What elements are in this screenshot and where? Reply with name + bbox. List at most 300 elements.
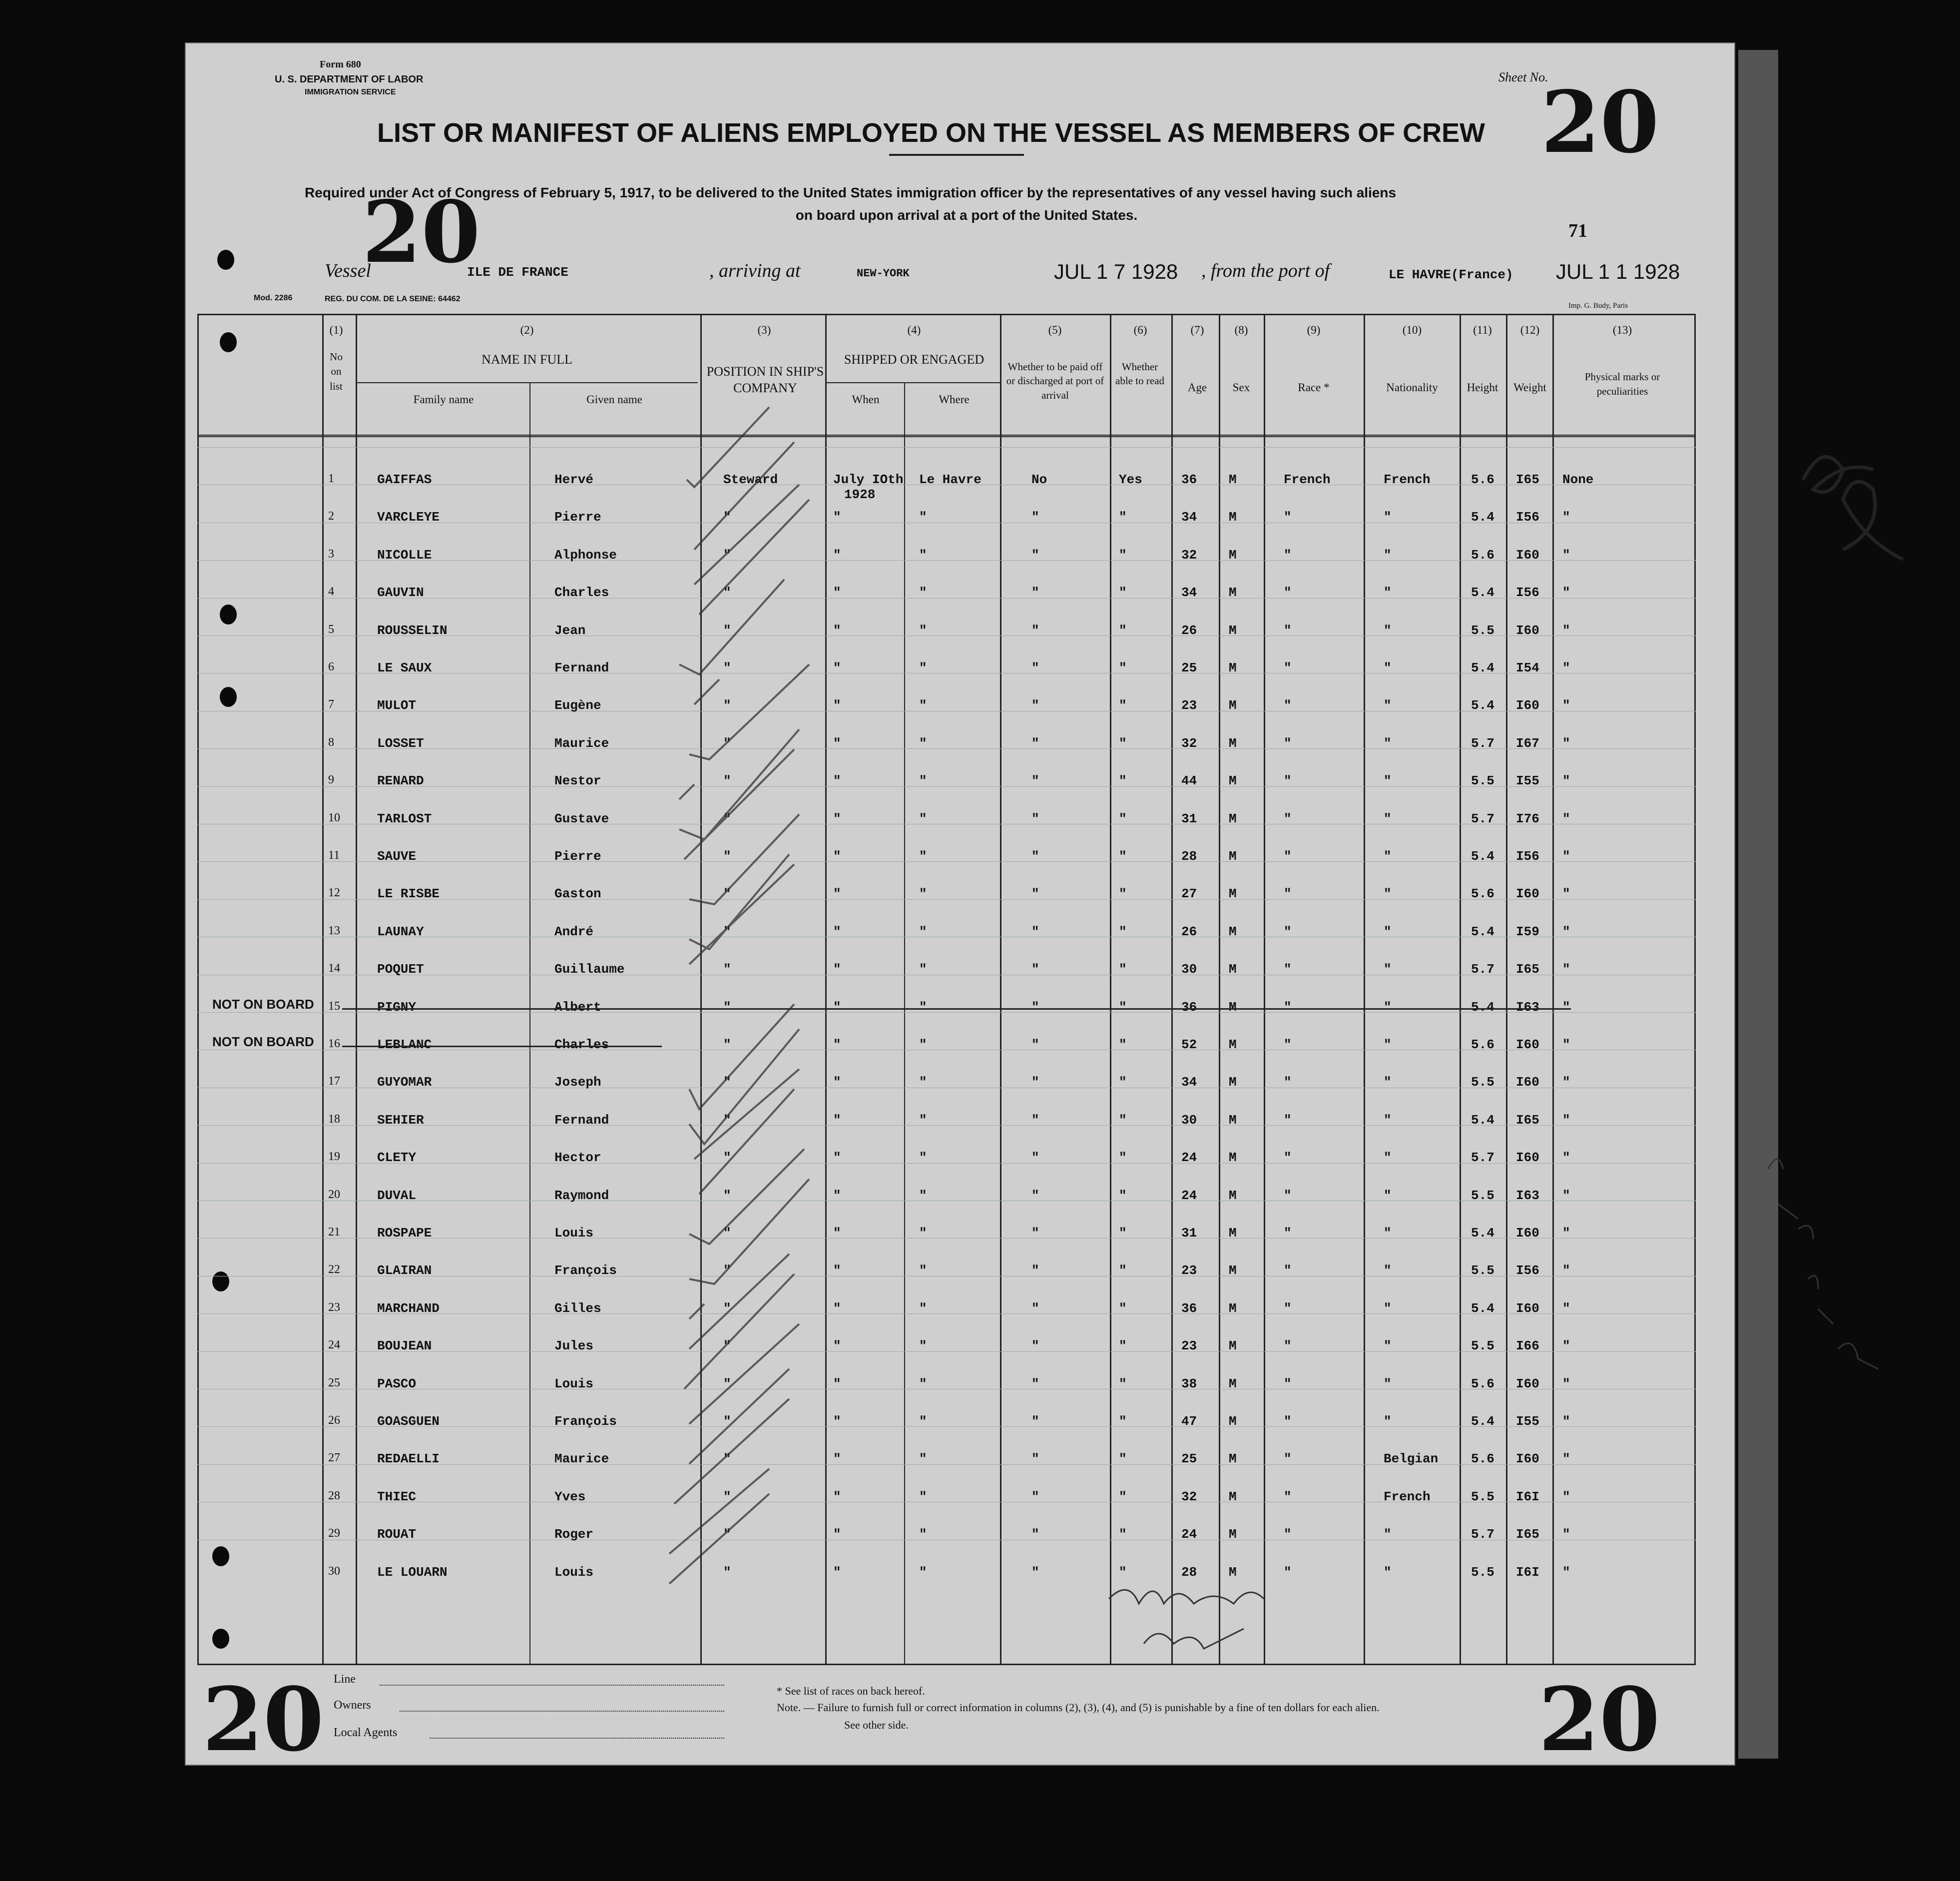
paid-off: " xyxy=(1031,1300,1039,1316)
height: 5.7 xyxy=(1471,1527,1494,1542)
shipped-where: " xyxy=(919,547,927,563)
position: " xyxy=(723,1112,731,1128)
height: 5.5 xyxy=(1471,1075,1494,1090)
row-number: 2 xyxy=(328,510,334,523)
shipped-where: " xyxy=(919,924,927,939)
row-number: 17 xyxy=(328,1075,340,1088)
family-name: LEBLANC xyxy=(377,1037,432,1052)
shipped-when: " xyxy=(833,924,841,939)
col9-number: (9) xyxy=(1307,324,1321,336)
age: 23 xyxy=(1181,698,1197,713)
shipped-when: " xyxy=(833,962,841,977)
footer-owners-field xyxy=(400,1711,724,1712)
nationality: " xyxy=(1384,1037,1392,1052)
position: " xyxy=(723,886,731,902)
col3-header: POSITION IN SHIP'S COMPANY xyxy=(706,364,824,395)
sex: M xyxy=(1229,962,1237,977)
shipped-when: " xyxy=(833,1037,841,1052)
paid-off: " xyxy=(1031,1451,1039,1467)
given-name: Fernand xyxy=(554,660,609,675)
physical-marks: " xyxy=(1562,849,1570,864)
able-to-read: " xyxy=(1119,547,1127,563)
paid-off: No xyxy=(1031,472,1047,487)
age: 28 xyxy=(1181,1564,1197,1580)
physical-marks: " xyxy=(1562,1527,1570,1542)
sex: M xyxy=(1229,547,1237,563)
shipped-when: " xyxy=(833,999,841,1015)
shipped-where: " xyxy=(919,999,927,1015)
able-to-read: " xyxy=(1119,1489,1127,1504)
col2-number: (2) xyxy=(520,324,534,336)
weight: I60 xyxy=(1516,1150,1539,1166)
nationality: Belgian xyxy=(1384,1451,1439,1467)
paid-off: " xyxy=(1031,623,1039,638)
position: Steward xyxy=(723,472,778,487)
given-name: Gilles xyxy=(554,1300,601,1316)
department-name: U. S. DEPARTMENT OF LABOR xyxy=(275,74,424,85)
given-name: Maurice xyxy=(554,1451,609,1467)
nationality: " xyxy=(1384,773,1392,789)
race: " xyxy=(1284,1489,1292,1504)
sex: M xyxy=(1229,1451,1237,1467)
given-name: Nestor xyxy=(554,773,601,789)
position: " xyxy=(723,849,731,864)
paid-off: " xyxy=(1031,547,1039,563)
family-name: RENARD xyxy=(377,773,424,789)
able-to-read: " xyxy=(1119,1150,1127,1166)
nationality: " xyxy=(1384,1263,1392,1278)
nationality: " xyxy=(1384,1300,1392,1316)
shipped-where: " xyxy=(919,1037,927,1052)
row-number: 10 xyxy=(328,811,340,824)
sex: M xyxy=(1229,1263,1237,1278)
footer-line-label: Line xyxy=(334,1673,356,1686)
departure-port: LE HAVRE(France) xyxy=(1389,267,1513,282)
race: " xyxy=(1284,1188,1292,1203)
able-to-read: " xyxy=(1119,849,1127,864)
sex: M xyxy=(1229,849,1237,864)
nationality: " xyxy=(1384,735,1392,751)
given-name: Charles xyxy=(554,1037,609,1052)
given-name: François xyxy=(554,1414,617,1429)
shipped-where: " xyxy=(919,1451,927,1467)
height: 5.6 xyxy=(1471,1037,1494,1052)
physical-marks: " xyxy=(1562,1376,1570,1391)
position: " xyxy=(723,1263,731,1278)
physical-marks: " xyxy=(1562,924,1570,939)
sex: M xyxy=(1229,735,1237,751)
able-to-read: " xyxy=(1119,1376,1127,1391)
age: 30 xyxy=(1181,962,1197,977)
family-name: PIGNY xyxy=(377,999,417,1015)
arrival-date-stamp: JUL 1 7 1928 xyxy=(1054,260,1178,283)
family-name-header: Family name xyxy=(413,393,474,406)
sex: M xyxy=(1229,999,1237,1015)
weight: I65 xyxy=(1516,472,1539,487)
family-name: DUVAL xyxy=(377,1188,417,1203)
given-name-header: Given name xyxy=(586,393,642,406)
weight: I60 xyxy=(1516,1376,1539,1391)
requirement-text: Required under Act of Congress of February 5, 1917, to be delivered to the United States immigration officer by the representatives of any vessel having such aliens xyxy=(305,185,1397,200)
row-number: 27 xyxy=(328,1451,340,1465)
shipped-when: " xyxy=(833,1527,841,1542)
family-name: GUYOMAR xyxy=(377,1075,432,1090)
sheet-number: 20 xyxy=(1541,72,1659,172)
height: 5.7 xyxy=(1471,1150,1494,1166)
family-name: LAUNAY xyxy=(377,924,424,939)
row-number: 9 xyxy=(328,773,334,787)
not-on-board-note: NOT ON BOARD xyxy=(212,996,314,1012)
nationality: " xyxy=(1384,510,1392,525)
handwritten-number: 71 xyxy=(1568,220,1587,241)
paid-off: " xyxy=(1031,849,1039,864)
race: " xyxy=(1284,660,1292,675)
family-name: GLAIRAN xyxy=(377,1263,432,1278)
when-header: When xyxy=(852,393,880,406)
weight: I60 xyxy=(1516,1226,1539,1241)
position: " xyxy=(723,924,731,939)
row-number: 26 xyxy=(328,1414,340,1427)
row-number: 12 xyxy=(328,886,340,900)
shipped-when: " xyxy=(833,811,841,826)
race: " xyxy=(1284,1338,1292,1354)
row-number: 7 xyxy=(328,698,334,711)
row-number: 22 xyxy=(328,1263,340,1276)
shipped-where: " xyxy=(919,1112,927,1128)
shipped-where: " xyxy=(919,1263,927,1278)
paid-off: " xyxy=(1031,1112,1039,1128)
able-to-read: Yes xyxy=(1119,472,1142,487)
shipped-where: " xyxy=(919,1300,927,1316)
physical-marks: " xyxy=(1562,773,1570,789)
col7-number: (7) xyxy=(1190,324,1204,336)
arrival-port: NEW-YORK xyxy=(857,267,910,280)
race: " xyxy=(1284,962,1292,977)
sex: M xyxy=(1229,623,1237,638)
col8-number: (8) xyxy=(1234,324,1248,336)
nationality: French xyxy=(1384,472,1431,487)
physical-marks: " xyxy=(1562,1451,1570,1467)
shipped-when: " xyxy=(833,1075,841,1090)
physical-marks: " xyxy=(1562,1263,1570,1278)
shipped-where: " xyxy=(919,1338,927,1354)
row-number: 13 xyxy=(328,924,340,937)
height: 5.4 xyxy=(1471,510,1494,525)
col1-number: (1) xyxy=(329,324,343,336)
stamp-number: 20 xyxy=(362,182,481,282)
weight: I63 xyxy=(1516,1188,1539,1203)
weight: I60 xyxy=(1516,1451,1539,1467)
given-name: Gustave xyxy=(554,811,609,826)
paid-off: " xyxy=(1031,886,1039,902)
shipped-when: " xyxy=(833,547,841,563)
sex: M xyxy=(1229,924,1237,939)
paid-off: " xyxy=(1031,1075,1039,1090)
race: " xyxy=(1284,585,1292,601)
able-to-read: " xyxy=(1119,924,1127,939)
weight: I65 xyxy=(1516,962,1539,977)
footer-line-field xyxy=(380,1685,724,1686)
weight: I65 xyxy=(1516,1527,1539,1542)
position: " xyxy=(723,1037,731,1052)
race: " xyxy=(1284,849,1292,864)
height: 5.4 xyxy=(1471,849,1494,864)
row-number: 21 xyxy=(328,1226,340,1239)
nationality: " xyxy=(1384,698,1392,713)
race: " xyxy=(1284,1150,1292,1166)
family-name: REDAELLI xyxy=(377,1451,440,1467)
col8-header: Sex xyxy=(1232,381,1250,394)
height: 5.5 xyxy=(1471,1564,1494,1580)
race: " xyxy=(1284,1376,1292,1391)
row-number: 30 xyxy=(328,1564,340,1578)
given-name: Louis xyxy=(554,1226,594,1241)
position: " xyxy=(723,660,731,675)
position: " xyxy=(723,811,731,826)
able-to-read: " xyxy=(1119,999,1127,1015)
family-name: VARCLEYE xyxy=(377,510,440,525)
col11-header: Height xyxy=(1467,381,1498,394)
weight: I76 xyxy=(1516,811,1539,826)
sex: M xyxy=(1229,1150,1237,1166)
shipped-where: Le Havre xyxy=(919,472,981,487)
nationality: " xyxy=(1384,660,1392,675)
shipped-when: " xyxy=(833,1414,841,1429)
race: " xyxy=(1284,1414,1292,1429)
shipped-when: " xyxy=(833,1564,841,1580)
height: 5.7 xyxy=(1471,735,1494,751)
paid-off: " xyxy=(1031,735,1039,751)
age: 27 xyxy=(1181,886,1197,902)
race: " xyxy=(1284,999,1292,1015)
age: 23 xyxy=(1181,1338,1197,1354)
vessel-name: ILE DE FRANCE xyxy=(467,265,568,280)
position: " xyxy=(723,1338,731,1354)
penalty-note: Note. — Failure to furnish full or correct information in columns (2), (3), (4), and (5) is punishable by a fine of ten dollars for each alien. xyxy=(777,1701,1380,1714)
paid-off: " xyxy=(1031,773,1039,789)
able-to-read: " xyxy=(1119,623,1127,638)
shipped-where: " xyxy=(919,1150,927,1166)
position: " xyxy=(723,510,731,525)
able-to-read: " xyxy=(1119,1263,1127,1278)
weight: I67 xyxy=(1516,735,1539,751)
nationality: " xyxy=(1384,1150,1392,1166)
race: " xyxy=(1284,1451,1292,1467)
physical-marks: " xyxy=(1562,623,1570,638)
position: " xyxy=(723,1527,731,1542)
able-to-read: " xyxy=(1119,510,1127,525)
col6-number: (6) xyxy=(1133,324,1147,336)
age: 36 xyxy=(1181,472,1197,487)
shipped-when: " xyxy=(833,1489,841,1504)
paid-off: " xyxy=(1031,1564,1039,1580)
family-name: CLETY xyxy=(377,1150,417,1166)
height: 5.6 xyxy=(1471,472,1494,487)
weight: I56 xyxy=(1516,585,1539,601)
row-number: 5 xyxy=(328,623,334,636)
given-name: Guillaume xyxy=(554,962,625,977)
sex: M xyxy=(1229,1527,1237,1542)
shipped-where: " xyxy=(919,849,927,864)
paid-off: " xyxy=(1031,811,1039,826)
sheet-label: Sheet No. xyxy=(1498,70,1548,84)
age: 26 xyxy=(1181,623,1197,638)
height: 5.4 xyxy=(1471,1414,1494,1429)
nationality: " xyxy=(1384,1075,1392,1090)
given-name: Alphonse xyxy=(554,547,617,563)
sex: M xyxy=(1229,1489,1237,1504)
paid-off: " xyxy=(1031,1489,1039,1504)
shipped-where: " xyxy=(919,1527,927,1542)
shipped-where: " xyxy=(919,585,927,601)
race: " xyxy=(1284,1564,1292,1580)
paid-off: " xyxy=(1031,924,1039,939)
physical-marks: " xyxy=(1562,510,1570,525)
nationality: " xyxy=(1384,1376,1392,1391)
given-name: Eugène xyxy=(554,698,601,713)
able-to-read: " xyxy=(1119,1564,1127,1580)
able-to-read: " xyxy=(1119,962,1127,977)
weight: I54 xyxy=(1516,660,1539,675)
departure-date-stamp: JUL 1 1 1928 xyxy=(1556,260,1680,283)
row-number: 18 xyxy=(328,1112,340,1126)
shipped-when: " xyxy=(833,849,841,864)
sex: M xyxy=(1229,585,1237,601)
service-name: IMMIGRATION SERVICE xyxy=(305,88,396,96)
document-title: LIST OR MANIFEST OF ALIENS EMPLOYED ON THE VESSEL AS MEMBERS OF CREW xyxy=(377,118,1485,148)
sex: M xyxy=(1229,773,1237,789)
paid-off: " xyxy=(1031,510,1039,525)
able-to-read: " xyxy=(1119,1226,1127,1241)
sex: M xyxy=(1229,1414,1237,1429)
given-name: Yves xyxy=(554,1489,586,1504)
weight: I56 xyxy=(1516,1263,1539,1278)
paid-off: " xyxy=(1031,1414,1039,1429)
col11-number: (11) xyxy=(1473,324,1492,336)
shipped-where: " xyxy=(919,886,927,902)
age: 32 xyxy=(1181,1489,1197,1504)
paid-off: " xyxy=(1031,1338,1039,1354)
printer-credit: Imp. G. Budy, Paris xyxy=(1568,302,1628,310)
sex: M xyxy=(1229,1037,1237,1052)
age: 25 xyxy=(1181,1451,1197,1467)
paid-off: " xyxy=(1031,999,1039,1015)
height: 5.5 xyxy=(1471,1489,1494,1504)
shipped-where: " xyxy=(919,1226,927,1241)
physical-marks: " xyxy=(1562,1300,1570,1316)
weight: I66 xyxy=(1516,1338,1539,1354)
shipped-when: " xyxy=(833,1263,841,1278)
given-name: Joseph xyxy=(554,1075,601,1090)
col7-header: Age xyxy=(1187,381,1207,394)
given-name: Gaston xyxy=(554,886,601,902)
shipped-when: " xyxy=(833,1300,841,1316)
age: 32 xyxy=(1181,547,1197,563)
position: " xyxy=(723,547,731,563)
weight: I6I xyxy=(1516,1564,1539,1580)
height: 5.5 xyxy=(1471,1263,1494,1278)
shipped-where: " xyxy=(919,773,927,789)
nationality: " xyxy=(1384,1338,1392,1354)
nationality: " xyxy=(1384,1112,1392,1128)
shipped-when: " xyxy=(833,886,841,902)
footer-agents-field xyxy=(430,1738,724,1739)
height: 5.7 xyxy=(1471,811,1494,826)
age: 34 xyxy=(1181,510,1197,525)
height: 5.6 xyxy=(1471,1376,1494,1391)
col12-number: (12) xyxy=(1520,324,1540,336)
race: " xyxy=(1284,811,1292,826)
height: 5.5 xyxy=(1471,1338,1494,1354)
family-name: SEHIER xyxy=(377,1112,424,1128)
able-to-read: " xyxy=(1119,585,1127,601)
able-to-read: " xyxy=(1119,886,1127,902)
height: 5.6 xyxy=(1471,547,1494,563)
weight: I60 xyxy=(1516,547,1539,563)
given-name: André xyxy=(554,924,594,939)
race: " xyxy=(1284,1112,1292,1128)
able-to-read: " xyxy=(1119,735,1127,751)
shipped-when: " xyxy=(833,698,841,713)
shipped-when: " xyxy=(833,1376,841,1391)
col5-header: Whether to be paid off or discharged at port of arrival xyxy=(1006,361,1104,401)
col12-header: Weight xyxy=(1513,381,1546,394)
weight: I55 xyxy=(1516,1414,1539,1429)
able-to-read: " xyxy=(1119,1527,1127,1542)
col10-number: (10) xyxy=(1402,324,1422,336)
physical-marks: " xyxy=(1562,1037,1570,1052)
able-to-read: " xyxy=(1119,1188,1127,1203)
shipped-where: " xyxy=(919,811,927,826)
physical-marks: " xyxy=(1562,1112,1570,1128)
paid-off: " xyxy=(1031,585,1039,601)
physical-marks: " xyxy=(1562,1226,1570,1241)
race: " xyxy=(1284,623,1292,638)
race: " xyxy=(1284,1263,1292,1278)
age: 23 xyxy=(1181,1263,1197,1278)
sex: M xyxy=(1229,472,1237,487)
weight: I63 xyxy=(1516,999,1539,1015)
paid-off: " xyxy=(1031,1376,1039,1391)
height: 5.4 xyxy=(1471,1300,1494,1316)
nationality: " xyxy=(1384,1414,1392,1429)
col5-number: (5) xyxy=(1048,324,1062,336)
paid-off: " xyxy=(1031,1037,1039,1052)
race: " xyxy=(1284,735,1292,751)
weight: I56 xyxy=(1516,510,1539,525)
race: French xyxy=(1284,472,1331,487)
shipped-when: " xyxy=(833,585,841,601)
where-header: Where xyxy=(939,393,970,406)
row-number: 4 xyxy=(328,585,334,599)
row-number: 23 xyxy=(328,1300,340,1314)
age: 24 xyxy=(1181,1188,1197,1203)
age: 24 xyxy=(1181,1150,1197,1166)
weight: I65 xyxy=(1516,1112,1539,1128)
family-name: GOASGUEN xyxy=(377,1414,440,1429)
physical-marks: " xyxy=(1562,1414,1570,1429)
physical-marks: " xyxy=(1562,735,1570,751)
able-to-read: " xyxy=(1119,811,1127,826)
shipped-where: " xyxy=(919,1564,927,1580)
shipped-when: " xyxy=(833,660,841,675)
nationality: " xyxy=(1384,999,1392,1015)
shipped-where: " xyxy=(919,1075,927,1090)
age: 31 xyxy=(1181,1226,1197,1241)
able-to-read: " xyxy=(1119,1037,1127,1052)
nationality: " xyxy=(1384,924,1392,939)
shipped-when: " xyxy=(833,1451,841,1467)
